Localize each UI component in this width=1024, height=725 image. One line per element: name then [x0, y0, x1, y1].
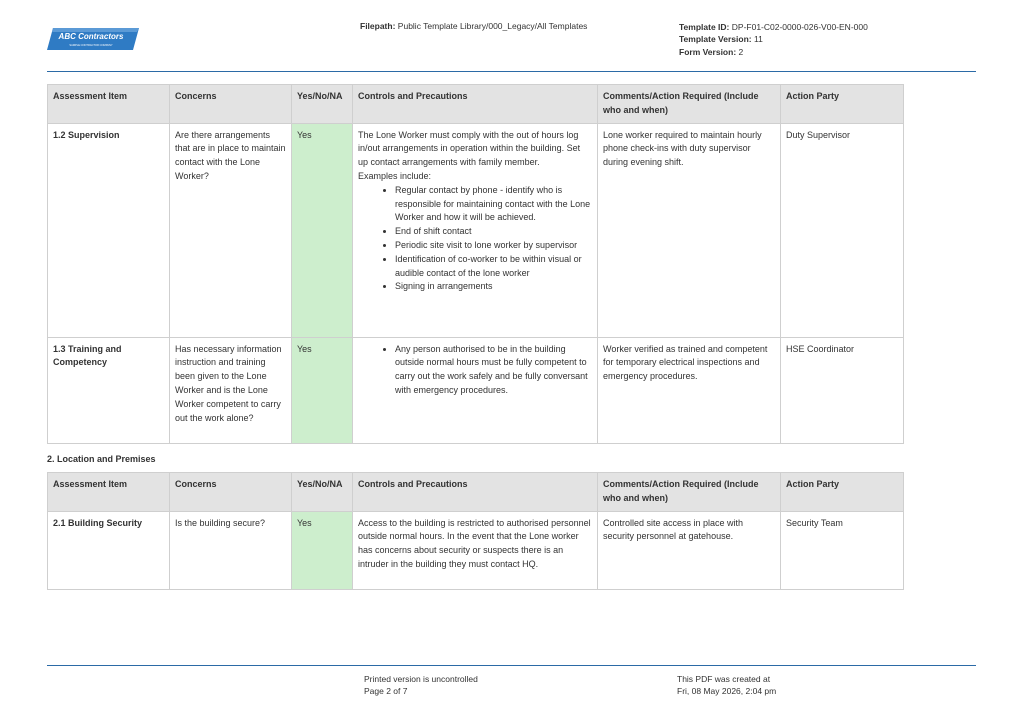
controls-examples-label: Examples include:: [358, 170, 432, 181]
answer-cell: Yes: [292, 337, 353, 443]
controls-cell: [353, 123, 598, 337]
concerns-cell: Is the building secure?: [170, 511, 292, 589]
comments-cell: Controlled site access in place with security personnel at gatehouse.: [598, 511, 781, 589]
filepath-value: Public Template Library/000_Legacy/All Templates: [397, 21, 588, 31]
footer-left: [364, 673, 478, 698]
template-meta: [679, 21, 868, 58]
comments-cell: Worker verified as trained and competent for temporary electrical inspections and emergency procedures.: [598, 337, 781, 443]
controls-list: [358, 343, 592, 398]
list-item: • Signing in arrangements: [395, 280, 592, 294]
form-version-label: Form Version:: [679, 46, 737, 57]
table-header-row: [48, 85, 904, 124]
col-controls: Controls and Precautions: [353, 85, 598, 124]
logo-text: ABC Contractors: [58, 32, 124, 41]
footer-rule: [47, 665, 976, 666]
col-yes-no-na: Yes/No/NA: [292, 473, 353, 512]
template-id-value: DP-F01-C02-0000-026-V00-EN-000: [731, 22, 868, 32]
assessment-item: 1.2 Supervision: [48, 123, 170, 337]
col-assessment-item: Assessment Item: [48, 85, 170, 124]
answer-cell: Yes: [292, 123, 353, 337]
col-assessment-item: Assessment Item: [48, 473, 170, 512]
assessment-item: 1.3 Training and Competency: [48, 337, 170, 443]
template-id-label: Template ID:: [679, 22, 730, 32]
table-row: [48, 123, 904, 337]
action-party-cell: Duty Supervisor: [781, 123, 904, 337]
action-party-cell: HSE Coordinator: [781, 337, 904, 443]
col-action-party: Action Party: [781, 85, 904, 124]
logo-subtext: SAMPLE CONTRACTOR COMPANY: [69, 44, 113, 47]
table-row: [48, 337, 904, 443]
template-version-label: Template Version:: [679, 34, 752, 45]
col-comments: Comments/Action Required (Include who and when): [598, 85, 781, 124]
concerns-cell: Has necessary information instruction and training been given to the Lone Worker and is the Lone Worker competent to carry out the work alone?: [170, 337, 292, 443]
list-item: • Identification of co-worker to be within visual or audible contact of the lone worker: [395, 253, 592, 281]
controls-cell: Access to the building is restricted to authorised personnel outside normal hours. In the event that the Lone worker has concerns about security or suspects there is an intruder in the building they must contact HQ.: [353, 511, 598, 589]
assessment-item: 2.1 Building Security: [48, 511, 170, 589]
created-label: This PDF was created at: [677, 674, 771, 684]
col-action-party: Action Party: [781, 473, 904, 512]
comments-cell: Lone worker required to maintain hourly phone check-ins with duty supervisor during evening shift.: [598, 123, 781, 337]
col-comments: Comments/Action Required (Include who and when): [598, 473, 781, 512]
assessment-table-1: [47, 84, 904, 444]
list-item: • Any person authorised to be in the building outside normal hours must be fully competent to carry out the work safely and be fully conversant with emergency procedures.: [395, 343, 592, 398]
created-date: Fri, 08 May 2026, 2:04 pm: [677, 686, 777, 697]
template-version-value: 11: [753, 34, 763, 45]
section-title: 2. Location and Premises: [47, 454, 156, 464]
assessment-table-2: [47, 472, 904, 590]
action-party-cell: Security Team: [781, 511, 904, 589]
table-row: [48, 511, 904, 589]
col-yes-no-na: Yes/No/NA: [292, 85, 353, 124]
col-concerns: Concerns: [170, 85, 292, 124]
header-rule: [47, 71, 976, 72]
col-controls: Controls and Precautions: [353, 473, 598, 512]
filepath-label: Filepath:: [360, 21, 396, 31]
filepath: [360, 21, 587, 31]
table-header-row: [48, 473, 904, 512]
controls-intro: The Lone Worker must comply with the out of hours log in/out arrangements in operation within the building. Set up contact arrangements with family member.: [358, 129, 581, 168]
list-item: • Regular contact by phone - identify who is responsible for maintaining contact with the Lone Worker and how it will be achieved.: [395, 184, 592, 225]
page-number: Page 2 of 7: [364, 686, 408, 697]
controls-list: [358, 184, 592, 294]
list-item: • End of shift contact: [395, 225, 592, 239]
col-concerns: Concerns: [170, 473, 292, 512]
form-version-value: 2: [738, 46, 744, 57]
list-item: • Periodic site visit to lone worker by supervisor: [395, 239, 592, 253]
controls-cell: [353, 337, 598, 443]
answer-cell: Yes: [292, 511, 353, 589]
concerns-cell: Are there arrangements that are in place to maintain contact with the Lone Worker?: [170, 123, 292, 337]
uncontrolled-notice: Printed version is uncontrolled: [364, 674, 478, 684]
footer-right: [677, 673, 776, 698]
company-logo: [47, 26, 139, 52]
